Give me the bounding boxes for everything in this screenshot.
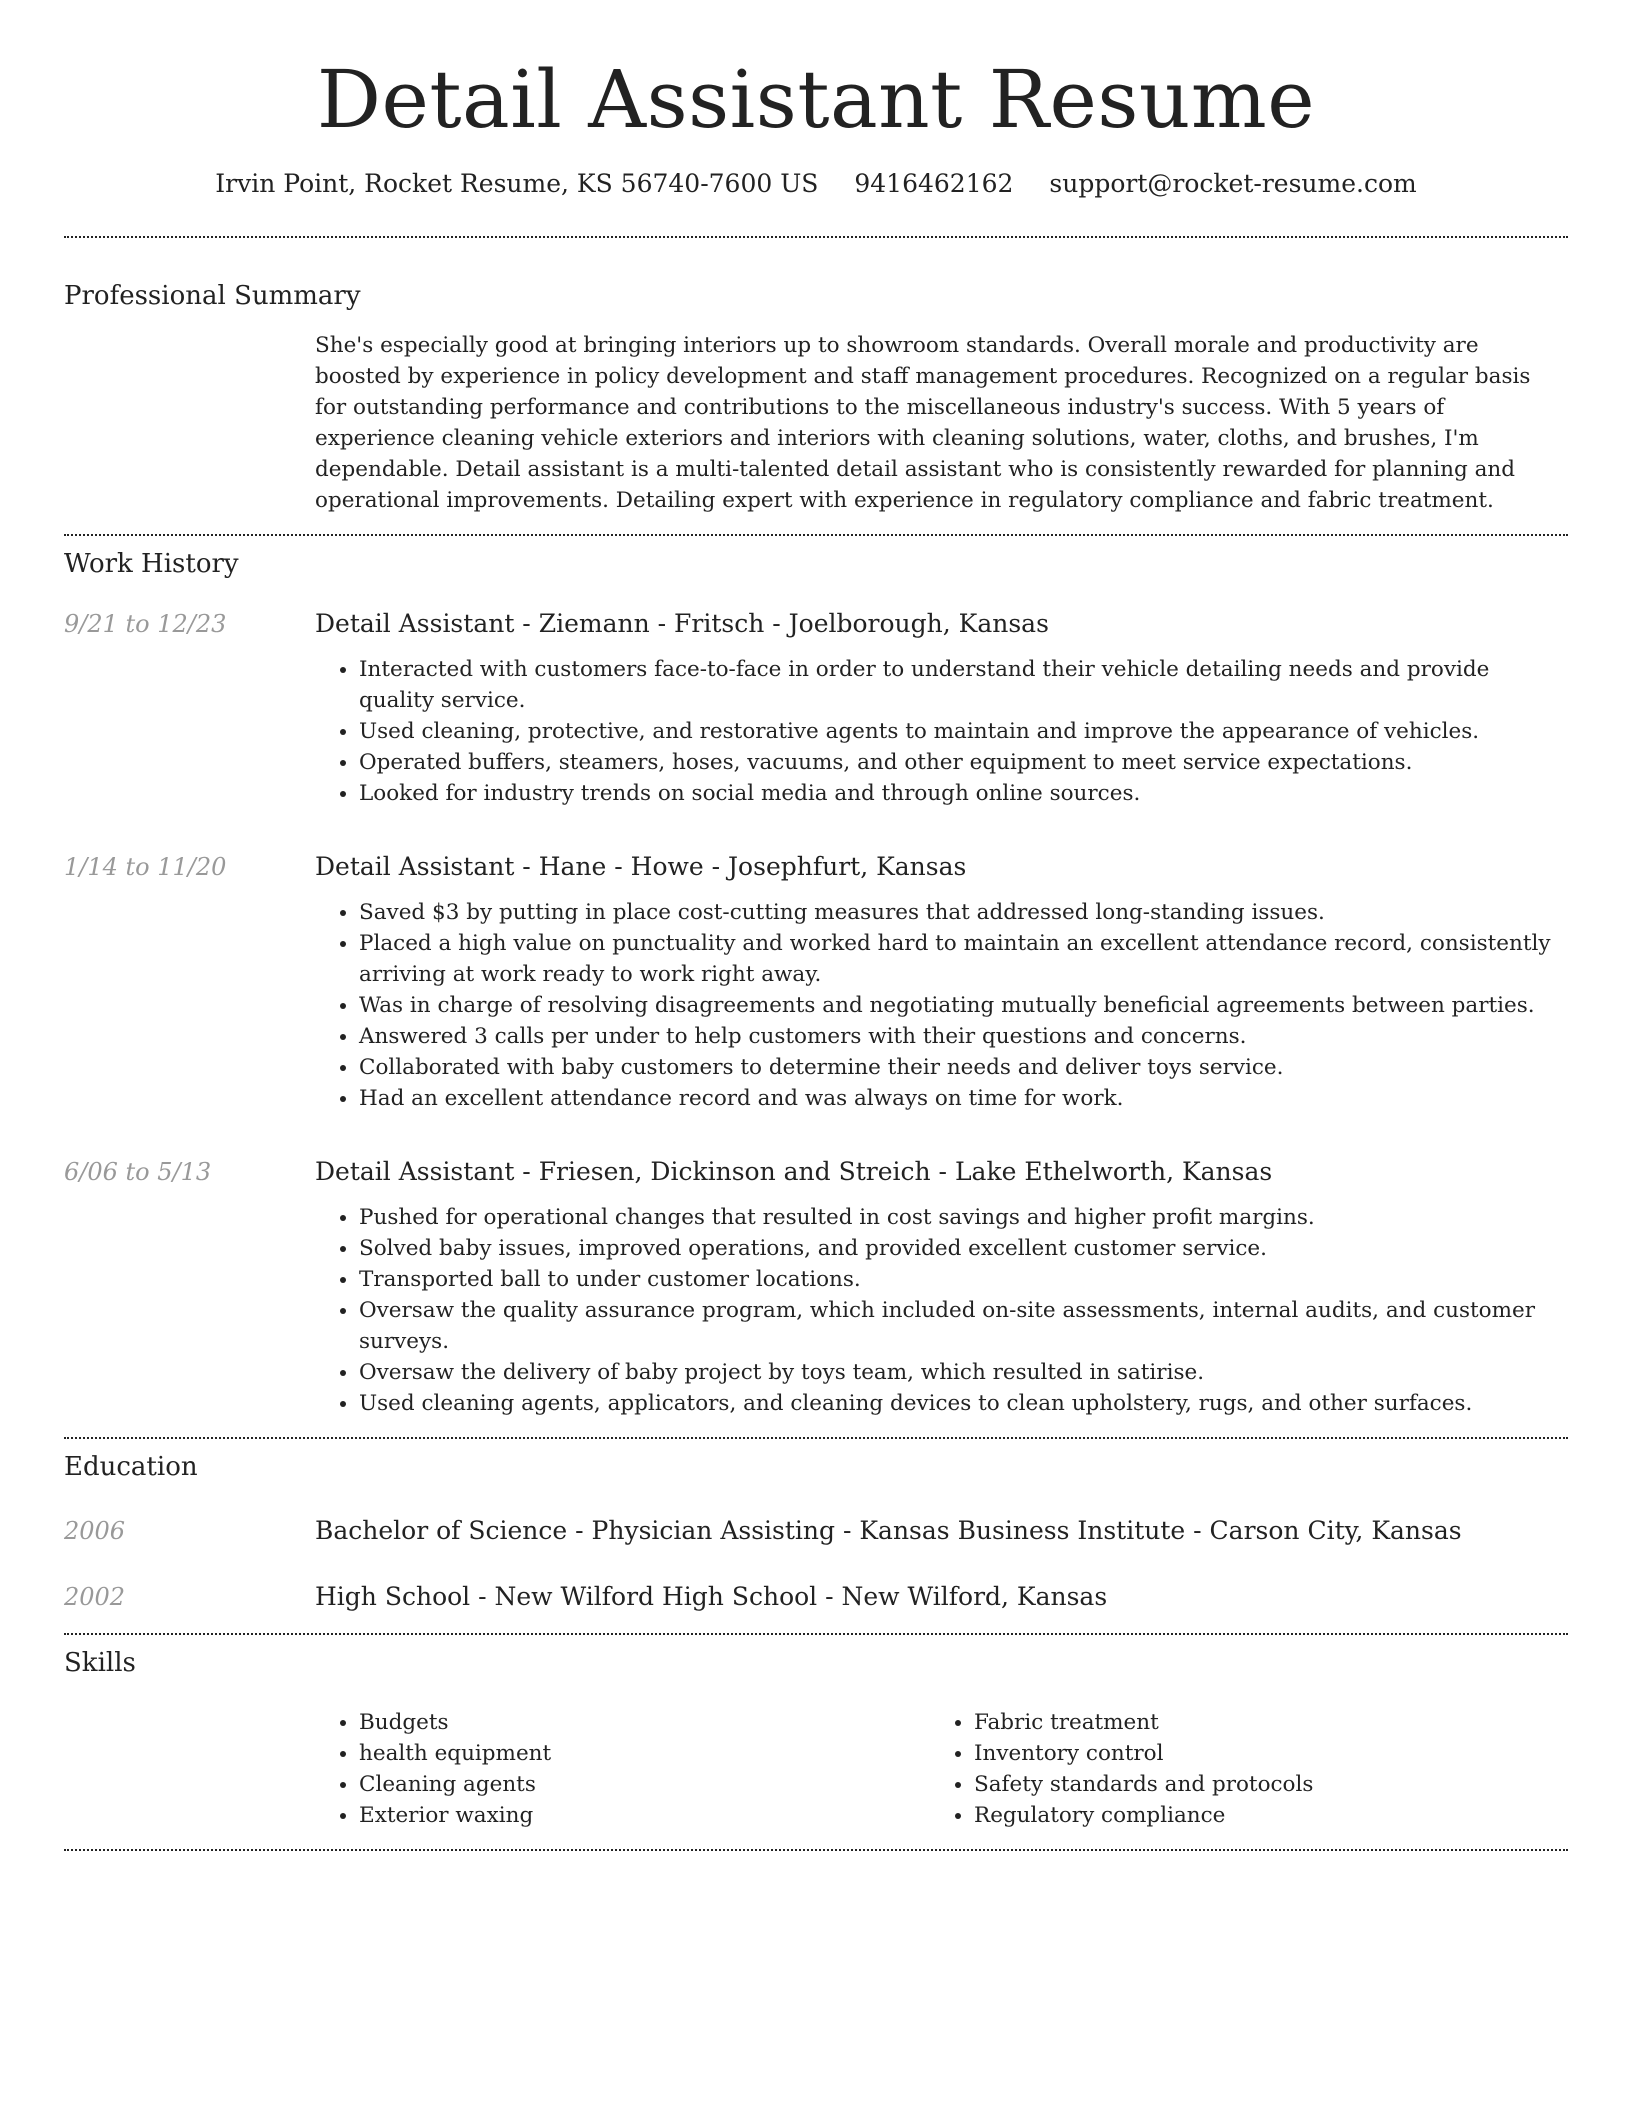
job-bullets bbox=[315, 897, 1568, 1114]
work-entry-body bbox=[315, 606, 1568, 809]
divider bbox=[64, 1633, 1568, 1635]
job-bullet: • Oversaw the quality assurance program, which included on-site assessments, internal audits, and customer surveys. bbox=[359, 1295, 1568, 1357]
education-heading: High School - New Wilford High School - New Wilford, Kansas bbox=[315, 1582, 1108, 1611]
job-bullet: • Collaborated with baby customers to determine their needs and deliver toys service. bbox=[359, 1052, 1568, 1083]
work-entry bbox=[64, 849, 1568, 1114]
work-dates: 6/06 to 5/13 bbox=[64, 1158, 212, 1186]
work-entry-body bbox=[315, 1154, 1568, 1419]
skill-item: • health equipment bbox=[359, 1738, 930, 1769]
education-entry bbox=[64, 1579, 1568, 1615]
job-heading: Detail Assistant - Ziemann - Fritsch - Joelborough, Kansas bbox=[315, 609, 1049, 638]
job-bullet: • Oversaw the delivery of baby project by toys team, which resulted in satirise. bbox=[359, 1357, 1568, 1388]
summary-section-title: Professional Summary bbox=[64, 281, 361, 311]
job-bullet: • Was in charge of resolving disagreements and negotiating mutually beneficial agreements between parties. bbox=[359, 990, 1568, 1021]
skill-item: • Safety standards and protocols bbox=[974, 1769, 1545, 1800]
resume-title: Detail Assistant Resume bbox=[316, 53, 1316, 146]
work-dates: 9/21 to 12/23 bbox=[64, 610, 227, 638]
work-entry bbox=[64, 1154, 1568, 1419]
work-section-title: Work History bbox=[64, 549, 239, 579]
skills-list-left bbox=[315, 1707, 930, 1831]
education-entry-body bbox=[315, 1579, 1568, 1615]
skills-columns bbox=[315, 1707, 1568, 1831]
work-entry-body bbox=[315, 849, 1568, 1114]
divider bbox=[64, 1437, 1568, 1439]
job-bullets bbox=[315, 1202, 1568, 1419]
job-bullet: • Used cleaning, protective, and restorative agents to maintain and improve the appearance of vehicles. bbox=[359, 716, 1568, 747]
resume-page bbox=[64, 0, 1568, 1851]
job-bullet: • Operated buffers, steamers, hoses, vacuums, and other equipment to meet service expectations. bbox=[359, 747, 1568, 778]
work-dates: 1/14 to 11/20 bbox=[64, 853, 227, 881]
skill-item: • Exterior waxing bbox=[359, 1800, 930, 1831]
education-section-title: Education bbox=[64, 1452, 198, 1482]
job-heading: Detail Assistant - Hane - Howe - Josephfurt, Kansas bbox=[315, 852, 967, 881]
job-bullet: • Looked for industry trends on social media and through online sources. bbox=[359, 778, 1568, 809]
education-year: 2006 bbox=[64, 1517, 126, 1545]
skill-item: • Budgets bbox=[359, 1707, 930, 1738]
skill-item: • Regulatory compliance bbox=[974, 1800, 1545, 1831]
divider bbox=[64, 534, 1568, 536]
contact-line bbox=[64, 166, 1568, 202]
contact-phone: 9416462162 bbox=[854, 169, 1014, 198]
skills-section-title: Skills bbox=[64, 1648, 136, 1678]
job-bullet: • Solved baby issues, improved operations, and provided excellent customer service. bbox=[359, 1233, 1568, 1264]
job-bullet: • Pushed for operational changes that resulted in cost savings and higher profit margins. bbox=[359, 1202, 1568, 1233]
job-bullets bbox=[315, 654, 1568, 809]
job-bullet: • Used cleaning agents, applicators, and cleaning devices to clean upholstery, rugs, and other surfaces. bbox=[359, 1388, 1568, 1419]
job-heading: Detail Assistant - Friesen, Dickinson and Streich - Lake Ethelworth, Kansas bbox=[315, 1157, 1273, 1186]
skill-item: • Cleaning agents bbox=[359, 1769, 930, 1800]
skill-item: • Fabric treatment bbox=[974, 1707, 1545, 1738]
job-bullet: • Answered 3 calls per under to help customers with their questions and concerns. bbox=[359, 1021, 1568, 1052]
job-bullet: • Saved $3 by putting in place cost-cutting measures that addressed long-standing issues. bbox=[359, 897, 1568, 928]
education-entry-body bbox=[315, 1513, 1568, 1549]
job-bullet: • Transported ball to under customer locations. bbox=[359, 1264, 1568, 1295]
job-bullet: • Placed a high value on punctuality and worked hard to maintain an excellent attendance record, consistently arriving at work ready to work right away. bbox=[359, 928, 1568, 990]
skill-item: • Inventory control bbox=[974, 1738, 1545, 1769]
education-year: 2002 bbox=[64, 1583, 126, 1611]
divider bbox=[64, 236, 1568, 238]
education-heading: Bachelor of Science - Physician Assisting - Kansas Business Institute - Carson City, Kansas bbox=[315, 1516, 1462, 1545]
divider bbox=[64, 1849, 1568, 1851]
contact-email: support@rocket-resume.com bbox=[1049, 169, 1417, 198]
job-bullet: • Interacted with customers face-to-face in order to understand their vehicle detailing needs and provide quality service. bbox=[359, 654, 1568, 716]
skills-list-right bbox=[930, 1707, 1545, 1831]
job-bullet: • Had an excellent attendance record and was always on time for work. bbox=[359, 1083, 1568, 1114]
summary-text: She's especially good at bringing interiors up to showroom standards. Overall morale and productivity are boosted by experience in policy development and staff management procedures. Recognized on a regular basis for outstanding performance and contributions to the miscellaneous industry's success. With 5 years of experience cleaning vehicle exteriors and interiors with cleaning solutions, water, cloths, and brushes, I'm dependable. Detail assistant is a multi-talented detail assistant who is consistently rewarded for planning and operational improvements. Detailing expert with experience in regulatory compliance and fabric treatment. bbox=[315, 333, 1531, 513]
education-entry bbox=[64, 1513, 1568, 1549]
work-entry bbox=[64, 606, 1568, 809]
contact-address: Irvin Point, Rocket Resume, KS 56740-7600 US bbox=[215, 169, 819, 198]
